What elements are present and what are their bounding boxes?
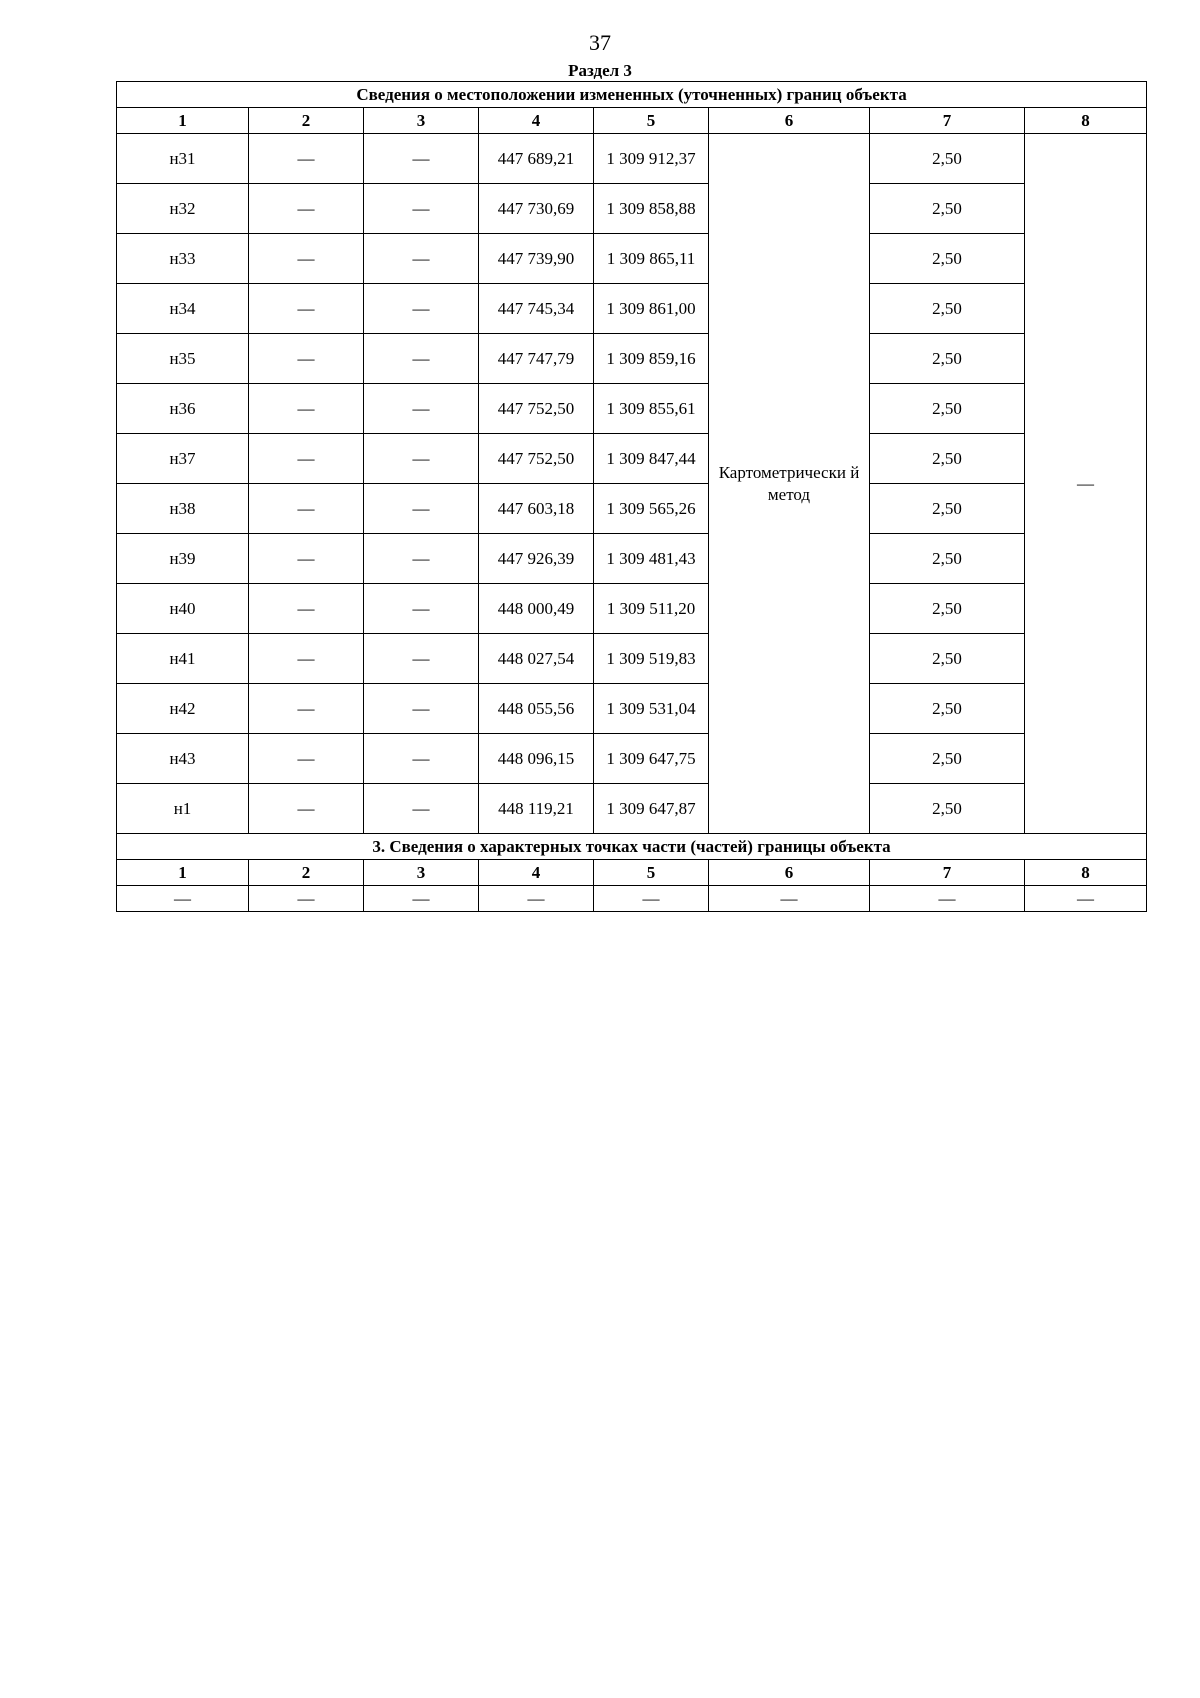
- table-row: [117, 284, 1147, 334]
- point-cell: н36: [117, 384, 249, 434]
- x-coordinate-cell: 447 739,90: [479, 234, 594, 284]
- x-coordinate-cell: 447 747,79: [479, 334, 594, 384]
- column-3-cell: —: [364, 784, 479, 834]
- point-cell: н43: [117, 734, 249, 784]
- accuracy-cell: 2,50: [870, 534, 1025, 584]
- table-row: [117, 384, 1147, 434]
- column-3-cell: —: [364, 534, 479, 584]
- column-numbers-row: [117, 108, 1147, 134]
- column-3-cell: —: [364, 484, 479, 534]
- x-coordinate-cell: 448 055,56: [479, 684, 594, 734]
- table-heading-row: [117, 82, 1147, 108]
- point-cell: н39: [117, 534, 249, 584]
- table-row: [117, 734, 1147, 784]
- x-coordinate-cell: 447 752,50: [479, 434, 594, 484]
- y-coordinate-cell: 1 309 858,88: [594, 184, 709, 234]
- y-coordinate-cell: 1 309 531,04: [594, 684, 709, 734]
- table-row: [117, 684, 1147, 734]
- table-row: [117, 134, 1147, 184]
- column-3-cell: —: [364, 184, 479, 234]
- column-3-cell: —: [364, 284, 479, 334]
- column-number: 8: [1025, 860, 1147, 886]
- accuracy-cell: 2,50: [870, 734, 1025, 784]
- column-number: 1: [117, 108, 249, 134]
- column-2-cell: —: [249, 334, 364, 384]
- point-cell: н31: [117, 134, 249, 184]
- column-number: 2: [249, 108, 364, 134]
- column-number: 7: [870, 860, 1025, 886]
- point-cell: н34: [117, 284, 249, 334]
- table-row: [117, 784, 1147, 834]
- column-number: 4: [479, 108, 594, 134]
- point-cell: н40: [117, 584, 249, 634]
- subsection-column-numbers-row: [117, 860, 1147, 886]
- y-coordinate-cell: 1 309 481,43: [594, 534, 709, 584]
- accuracy-cell: 2,50: [870, 784, 1025, 834]
- column-number: 2: [249, 860, 364, 886]
- column-2-cell: —: [249, 584, 364, 634]
- column-2-cell: —: [249, 134, 364, 184]
- column-2-cell: —: [249, 634, 364, 684]
- y-coordinate-cell: 1 309 855,61: [594, 384, 709, 434]
- column-number: 8: [1025, 108, 1147, 134]
- accuracy-cell: 2,50: [870, 484, 1025, 534]
- table-cell: —: [479, 886, 594, 912]
- column-2-cell: —: [249, 184, 364, 234]
- column-3-cell: —: [364, 634, 479, 684]
- boundary-table: [116, 81, 1147, 912]
- column-number: 7: [870, 108, 1025, 134]
- x-coordinate-cell: 447 689,21: [479, 134, 594, 184]
- table-cell: —: [364, 886, 479, 912]
- column-number: 3: [364, 108, 479, 134]
- y-coordinate-cell: 1 309 519,83: [594, 634, 709, 684]
- column-3-cell: —: [364, 734, 479, 784]
- subsection-heading-row: [117, 834, 1147, 860]
- x-coordinate-cell: 448 027,54: [479, 634, 594, 684]
- table-row: [117, 534, 1147, 584]
- column-3-cell: —: [364, 134, 479, 184]
- column-2-cell: —: [249, 734, 364, 784]
- y-coordinate-cell: 1 309 861,00: [594, 284, 709, 334]
- column-3-cell: —: [364, 234, 479, 284]
- column-number: 5: [594, 860, 709, 886]
- column-2-cell: —: [249, 234, 364, 284]
- accuracy-cell: 2,50: [870, 334, 1025, 384]
- accuracy-cell: 2,50: [870, 434, 1025, 484]
- column-number: 5: [594, 108, 709, 134]
- accuracy-cell: 2,50: [870, 384, 1025, 434]
- section-title: Раздел 3: [568, 61, 632, 80]
- x-coordinate-cell: 448 119,21: [479, 784, 594, 834]
- table-cell: —: [870, 886, 1025, 912]
- table-row: [117, 184, 1147, 234]
- table-row: [117, 234, 1147, 284]
- y-coordinate-cell: 1 309 859,16: [594, 334, 709, 384]
- accuracy-cell: 2,50: [870, 584, 1025, 634]
- column-number: 6: [709, 860, 870, 886]
- x-coordinate-cell: 447 752,50: [479, 384, 594, 434]
- point-cell: н38: [117, 484, 249, 534]
- subsection-empty-row: [117, 886, 1147, 912]
- column-2-cell: —: [249, 384, 364, 434]
- method-cell: Картометрически й метод: [709, 134, 870, 834]
- column-2-cell: —: [249, 434, 364, 484]
- column-2-cell: —: [249, 784, 364, 834]
- x-coordinate-cell: 447 745,34: [479, 284, 594, 334]
- table-row: [117, 484, 1147, 534]
- column-number: 4: [479, 860, 594, 886]
- point-cell: н32: [117, 184, 249, 234]
- column-3-cell: —: [364, 684, 479, 734]
- table-heading: Сведения о местоположении измененных (уточненных) границ объекта: [117, 82, 1147, 108]
- table-cell: —: [117, 886, 249, 912]
- y-coordinate-cell: 1 309 647,75: [594, 734, 709, 784]
- column-3-cell: —: [364, 334, 479, 384]
- point-cell: н37: [117, 434, 249, 484]
- accuracy-cell: 2,50: [870, 134, 1025, 184]
- column-number: 6: [709, 108, 870, 134]
- table-cell: —: [594, 886, 709, 912]
- point-cell: н42: [117, 684, 249, 734]
- x-coordinate-cell: 448 000,49: [479, 584, 594, 634]
- accuracy-cell: 2,50: [870, 634, 1025, 684]
- table-cell: —: [1025, 886, 1147, 912]
- column-number: 3: [364, 860, 479, 886]
- table-row: [117, 334, 1147, 384]
- accuracy-cell: 2,50: [870, 184, 1025, 234]
- x-coordinate-cell: 447 730,69: [479, 184, 594, 234]
- column-2-cell: —: [249, 684, 364, 734]
- table-body: [117, 82, 1147, 912]
- table-row: [117, 584, 1147, 634]
- point-cell: н41: [117, 634, 249, 684]
- x-coordinate-cell: 447 603,18: [479, 484, 594, 534]
- y-coordinate-cell: 1 309 511,20: [594, 584, 709, 634]
- accuracy-cell: 2,50: [870, 284, 1025, 334]
- column-2-cell: —: [249, 284, 364, 334]
- point-cell: н1: [117, 784, 249, 834]
- point-cell: н35: [117, 334, 249, 384]
- column-2-cell: —: [249, 534, 364, 584]
- column-3-cell: —: [364, 434, 479, 484]
- subsection-heading: 3. Сведения о характерных точках части (частей) границы объекта: [117, 834, 1147, 860]
- column-3-cell: —: [364, 584, 479, 634]
- y-coordinate-cell: 1 309 865,11: [594, 234, 709, 284]
- accuracy-cell: 2,50: [870, 234, 1025, 284]
- column-number: 1: [117, 860, 249, 886]
- point-cell: н33: [117, 234, 249, 284]
- column-8-cell: —: [1025, 134, 1147, 834]
- table-cell: —: [709, 886, 870, 912]
- page-number: 37: [589, 30, 611, 55]
- y-coordinate-cell: 1 309 912,37: [594, 134, 709, 184]
- y-coordinate-cell: 1 309 565,26: [594, 484, 709, 534]
- y-coordinate-cell: 1 309 647,87: [594, 784, 709, 834]
- y-coordinate-cell: 1 309 847,44: [594, 434, 709, 484]
- column-2-cell: —: [249, 484, 364, 534]
- x-coordinate-cell: 447 926,39: [479, 534, 594, 584]
- table-cell: —: [249, 886, 364, 912]
- table-row: [117, 434, 1147, 484]
- table-row: [117, 634, 1147, 684]
- x-coordinate-cell: 448 096,15: [479, 734, 594, 784]
- column-3-cell: —: [364, 384, 479, 434]
- accuracy-cell: 2,50: [870, 684, 1025, 734]
